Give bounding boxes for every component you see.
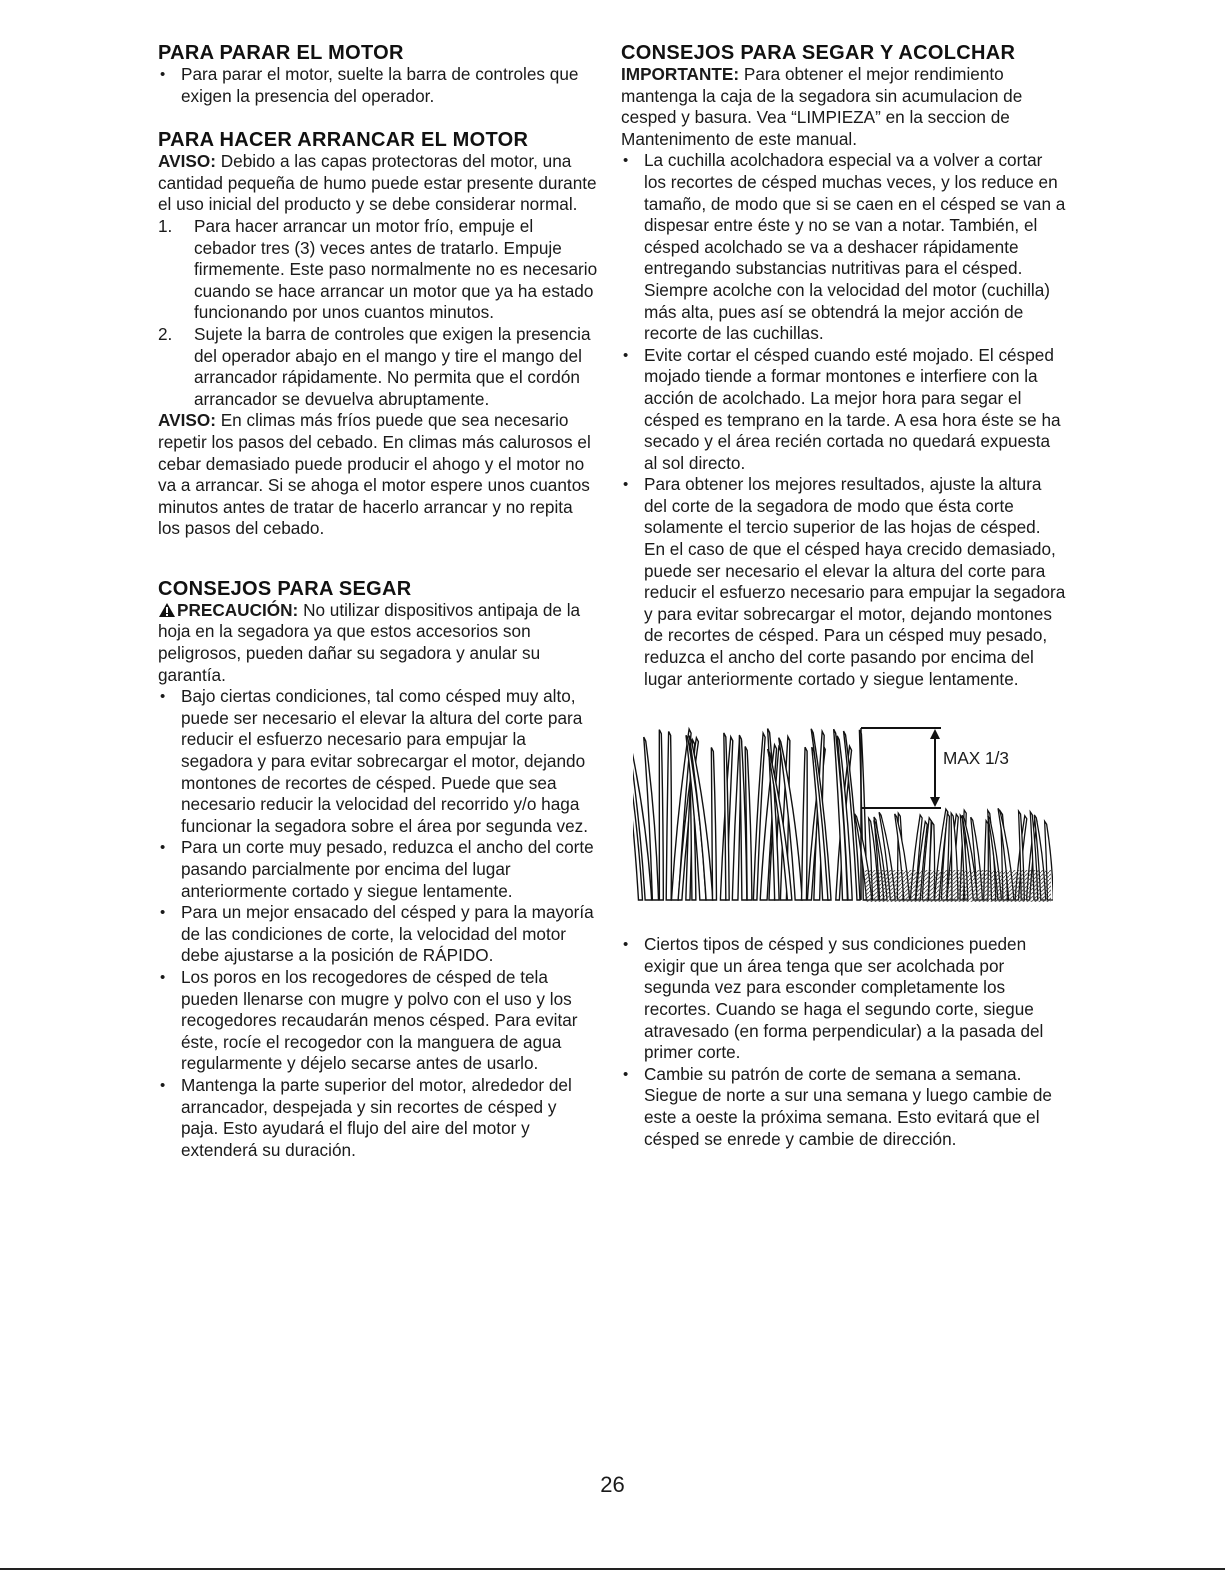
list-item: • Cambie su patrón de corte de semana a semana. Siegue de norte a sur una semana y luego cambie de este a oeste la próxima semana. Esto evitará que el césped se enrede y cambie de dirección. bbox=[621, 1064, 1066, 1150]
mulching-tips-heading: CONSEJOS PARA SEGAR Y ACOLCHAR bbox=[621, 42, 1016, 64]
start-engine-heading: PARA HACER ARRANCAR EL MOTOR bbox=[158, 129, 529, 152]
start-steps-list bbox=[158, 216, 598, 410]
page-number: 26 bbox=[600, 1472, 625, 1497]
step-number: 2. bbox=[158, 323, 173, 344]
step-text: Para hacer arrancar un motor frío, empuje el cebador tres (3) veces antes de tratarlo. Empuje firmemente. Este paso normalmente no es necesario cuando se hace arrancar un motor que ya ha estado funcionando por unos cuantos minutos. bbox=[194, 215, 598, 323]
list-item: • Evite cortar el césped cuando esté mojado. El césped mojado tiende a formar montones e interfiere con la acción de acolchado. La mejor hora para segar el césped es temprano en la tarde. A esa hora éste se ha secado y el área recién cortada no quedará expuesta al sol directo. bbox=[621, 345, 1066, 475]
mulching-tips-list bbox=[621, 150, 1066, 690]
caution-label: PRECAUCIÓN: bbox=[177, 599, 299, 620]
list-item: • Para obtener los mejores resultados, ajuste la altura del corte de la segadora de modo que ésta corte solamente el tercio superior de las hojas de césped. En el caso de que el césped haya crecido demasiado, puede ser necesario el elevar la altura del corte para reducir el esfuerzo necesario para empujar la segadora y para evitar sobrecargar el motor, dejando montones de recortes de césped. Para un césped muy pesado, reduzca el ancho del corte pasando por encima del lugar anteriormente cortado y siegue lentamente. bbox=[621, 474, 1066, 690]
aviso-paragraph-1 bbox=[158, 151, 598, 216]
list-item: • Los poros en los recogedores de césped de tela pueden llenarse con mugre y polvo con el uso y los recogedores recaudarán menos césped. Para evitar éste, rocíe el recogedor con la manguera de agua regularmente y déjelo secarse antes de usarlo. bbox=[158, 967, 598, 1075]
stop-engine-heading: PARA PARAR EL MOTOR bbox=[158, 42, 404, 64]
max-third-label: MAX 1/3 bbox=[943, 748, 1009, 769]
list-item: • Mantenga la parte superior del motor, alrededor del arrancador, despejada y sin recortes de césped y paja. Esto ayudará el flujo del aire del motor y extenderá su duración. bbox=[158, 1075, 598, 1161]
mowing-tips-list bbox=[158, 686, 598, 1161]
left-column bbox=[158, 42, 598, 1161]
important-label: IMPORTANTE: bbox=[621, 64, 740, 84]
important-paragraph bbox=[621, 64, 1066, 150]
list-item: • Para parar el motor, suelte la barra de controles que exigen la presencia del operador. bbox=[158, 64, 598, 107]
step-number: 1. bbox=[158, 215, 173, 236]
aviso-text: Debido a las capas protectoras del motor, una cantidad pequeña de humo puede estar presente durante el uso inicial del producto y se debe considerar normal. bbox=[158, 151, 597, 215]
right-column bbox=[621, 42, 1066, 1150]
list-item bbox=[158, 324, 598, 410]
list-item: • Ciertos tipos de césped y sus condiciones pueden exigir que un área tenga que ser acolchada por segunda vez para esconder completamente los recortes. Cuando se haga el segundo corte, siegue atravesado (en forma perpendicular) a la pasada del primer corte. bbox=[621, 934, 1066, 1064]
mowing-tips-heading: CONSEJOS PARA SEGAR bbox=[158, 577, 412, 600]
list-item: • Para un mejor ensacado del césped y para la mayoría de las condiciones de corte, la velocidad del motor debe ajustarse a la posición de RÁPIDO. bbox=[158, 902, 598, 967]
step-text: Sujete la barra de controles que exigen la presencia del operador abajo en el mango y tire el mango del arrancador rápidamente. No permita que el cordón arrancador se devuelva abruptamente. bbox=[194, 323, 591, 409]
warning-triangle-icon bbox=[158, 602, 176, 618]
list-item: • Bajo ciertas condiciones, tal como césped muy alto, puede ser necesario el elevar la altura del corte para reducir el esfuerzo necesario para empujar la segadora y para evitar sobrecargar el motor, dejando montones de recortes de césped. Puede que sea necesario reducir la velocidad del recorrido y/o haga funcionar la segadora sobre el área por segunda vez. bbox=[158, 686, 598, 837]
mulching-tips-list-2 bbox=[621, 934, 1066, 1150]
aviso-paragraph-2 bbox=[158, 410, 598, 540]
list-item: • La cuchilla acolchadora especial va a volver a cortar los recortes de césped muchas veces, y los reduce en tamaño, de modo que si se caen en el césped se van a dispesar entre éste y no se van a notar. También, el césped acolchado se va a deshacer rápidamente entregando substancias nutritivas para el césped. Siempre acolche con la velocidad del motor (cuchilla) más alta, pues así se obtendrá la mejor acción de recorte de las cuchillas. bbox=[621, 150, 1066, 344]
aviso-text: En climas más fríos puede que sea necesario repetir los pasos del cebado. En climas más calurosos el cebar demasiado puede producir el ahogo y el motor no va a arrancar. Si se ahoga el motor espere unos cuantos minutos antes de tratar de hacerlo arrancar y no repita los pasos del cebado. bbox=[158, 410, 591, 539]
caution-paragraph bbox=[158, 600, 598, 686]
aviso-label: AVISO: bbox=[158, 410, 216, 431]
list-item: • Para un corte muy pesado, reduzca el ancho del corte pasando parcialmente por encima del lugar anteriormente cortado y siegue lentamente. bbox=[158, 837, 598, 902]
aviso-label: AVISO: bbox=[158, 151, 216, 172]
important-text: Para obtener el mejor rendimiento mantenga la caja de la segadora sin acumulacion de cesped y basura. Vea “LIMPIEZA” en la seccion de Mantenimento de este manual. bbox=[621, 64, 1023, 149]
stop-engine-list bbox=[158, 64, 598, 107]
caution-text: No utilizar dispositivos antipaja de la hoja en la segadora ya que estos accesorios son peligrosos, pueden dañar su segadora y anular su garantía. bbox=[158, 599, 581, 685]
grass-height-illustration bbox=[633, 720, 1053, 914]
bottom-rule bbox=[0, 1568, 1225, 1570]
list-item bbox=[158, 216, 598, 324]
